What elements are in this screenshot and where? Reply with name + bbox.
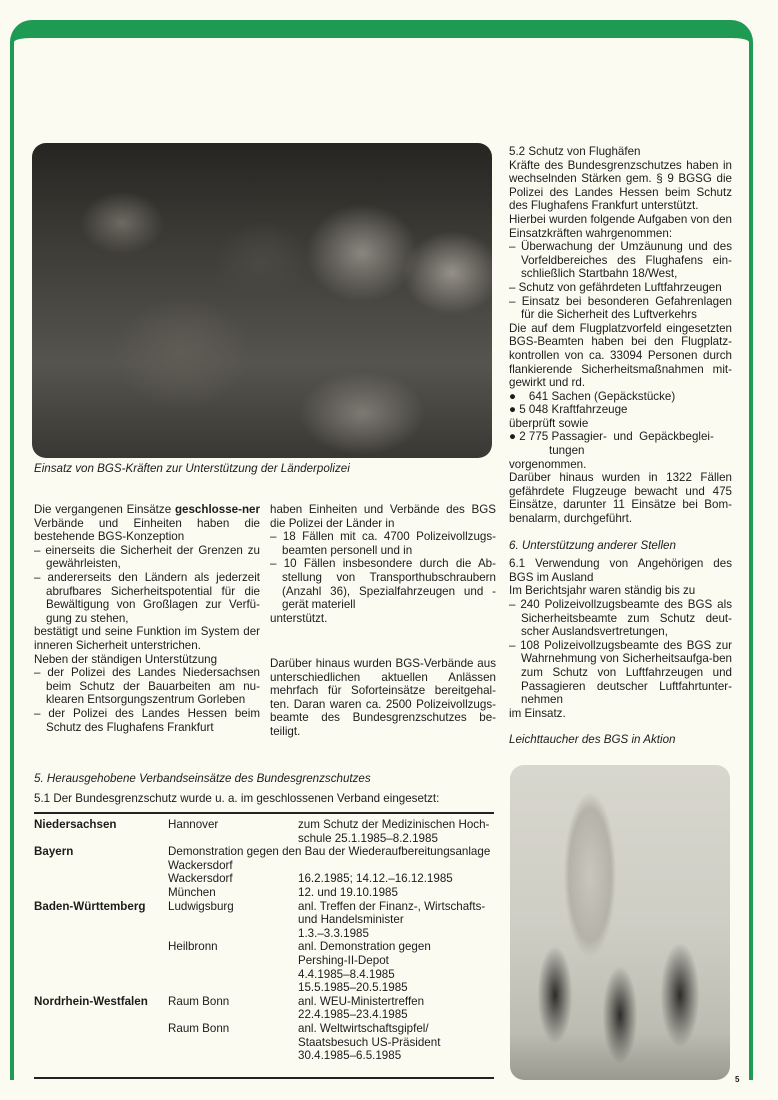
place-cell	[168, 832, 298, 846]
right-dash-3: – Einsatz bei besonderen Gefahrenlagen für die Sicherheit des Luftverkehrs	[509, 294, 732, 322]
left-para-1	[34, 503, 260, 544]
mid-para-3: Darüber hinaus wurden BGS-Verbände aus unterschiedlichen aktuellen Anlässen mehrfach für Soforteinsätze bereitgehal-ten. Daran waren ca. 2500 Polizeivollzugs-beamte des Bundesgrenzschutzes be-teiligt.	[270, 657, 496, 738]
table-row	[34, 818, 494, 832]
place-cell	[168, 1049, 298, 1063]
mid-dash-2: – 10 Fällen insbesondere durch die Ab-stellung von Transporthubschraubern (Anzahl 36), Spezialfahrzeugen und -gerät materiell	[270, 557, 496, 612]
bullet-sachen: ● 641 Sachen (Gepäckstücke)	[509, 389, 676, 403]
place-cell	[168, 913, 298, 927]
detail-cell: 1.3.–3.3.1985	[298, 926, 369, 940]
right-para-3: Die auf dem Flugplatzvorfeld eingesetzten BGS-Beamten haben bei den Flugplatz-kontrollen von ca. 33094 Personen durch flankierende Sicherheitsmaßnahmen mit-gewirkt und rd.	[509, 321, 732, 390]
left-para-3: Neben der ständigen Unterstützung	[34, 652, 218, 666]
place-cell	[168, 954, 298, 968]
state-cell: Bayern	[34, 845, 74, 859]
place-cell	[168, 1036, 298, 1050]
right-dash-1: – Überwachung der Umzäunung und des Vorfeldbereiches des Flughafens ein-schließlich Startbahn 18/West,	[509, 240, 732, 281]
place-cell	[168, 927, 298, 941]
detail-cell: anl. WEU-Ministertreffen	[298, 994, 425, 1008]
right-para-7: Im Berichtsjahr waren ständig bis zu	[509, 584, 696, 598]
divers-photo	[510, 765, 730, 1080]
state-cell	[34, 872, 168, 886]
place-cell: Raum Bonn	[168, 994, 230, 1008]
section-5-1-intro: 5.1 Der Bundesgrenzschutz wurde u. a. im geschlossenen Verband eingesetzt:	[34, 792, 440, 805]
table-row	[34, 859, 494, 873]
table-row	[34, 995, 494, 1009]
state-cell	[34, 1022, 168, 1036]
detail-cell: anl. Weltwirtschaftsgipfel/	[298, 1021, 429, 1035]
detail-cell: anl. Demonstration gegen	[298, 940, 431, 954]
state-cell	[34, 1036, 168, 1050]
detail-cell: 4.4.1985–8.4.1985	[298, 967, 395, 981]
place-cell: Hannover	[168, 818, 219, 831]
crowd-photo-caption: Einsatz von BGS-Kräften zur Unterstützung der Länderpolizei	[34, 462, 350, 475]
place-cell	[168, 981, 298, 995]
detail-cell: Staatsbesuch US-Präsident	[298, 1035, 441, 1049]
right-column	[509, 145, 732, 747]
right-para-8: im Einsatz.	[509, 706, 566, 720]
table-row	[34, 845, 494, 859]
detail-cell: anl. Treffen der Finanz-, Wirtschafts-	[298, 899, 486, 913]
heading-5-2: 5.2 Schutz von Flughäfen	[509, 145, 641, 158]
spanning-cell: Demonstration gegen den Bau der Wiederaufbereitungsanlage	[168, 845, 491, 859]
table-row	[34, 900, 494, 914]
right-para-4: überprüft sowie	[509, 416, 589, 430]
right-para-2: Hierbei wurden folgende Aufgaben von den Einsatzkräften wahrgenommen:	[509, 212, 732, 240]
state-cell	[34, 927, 168, 941]
mid-dash-1: – 18 Fällen mit ca. 4700 Polizeivollzugs-beamten personell und in	[270, 530, 496, 557]
place-cell: Wackersdorf	[168, 858, 233, 872]
crowd-photo	[32, 143, 492, 458]
divers-photo-caption: Leichttaucher des BGS in Aktion	[509, 733, 676, 747]
state-cell	[34, 981, 168, 995]
state-cell	[34, 954, 168, 968]
table-top-rule	[34, 812, 494, 814]
right-para-6: Darüber hinaus wurden in 1322 Fällen gefährdete Flugzeuge bewacht und 475 Einsätze, darunter 11 Einsätze bei Bom-benalarm, durchgeführt.	[509, 471, 732, 526]
left-column	[34, 503, 260, 734]
middle-column	[270, 503, 496, 625]
detail-cell: Pershing-II-Depot	[298, 953, 389, 967]
place-cell: Heilbronn	[168, 940, 218, 954]
place-cell: München	[168, 885, 216, 899]
detail-cell	[298, 859, 494, 873]
page-number: 5	[735, 1075, 740, 1084]
table-row	[34, 832, 494, 846]
place-cell: Wackersdorf	[168, 872, 233, 886]
table-row	[34, 954, 494, 968]
mid-para-2: unterstützt.	[270, 611, 328, 625]
text: Die vergangenen Einsätze	[34, 503, 175, 516]
state-cell	[34, 1008, 168, 1022]
detail-cell: 22.4.1985–23.4.1985	[298, 1008, 408, 1022]
detail-cell: 30.4.1985–6.5.1985	[298, 1049, 402, 1063]
table-row	[34, 913, 494, 927]
table-row	[34, 1022, 494, 1036]
state-cell	[34, 859, 168, 873]
right-dash-4: – 240 Polizeivollzugsbeamte des BGS als Sicherheitsbeamte zum Schutz deut-scher Auslandsvertretungen,	[509, 598, 732, 639]
table-row	[34, 1008, 494, 1022]
left-dash-2: – andererseits den Ländern als jederzeit abrufbares Sicherheitspotential für die Bewältigung von Großlagen zur Verfü-gung zu stehen,	[34, 570, 260, 625]
bold-text: geschlosse-ner	[174, 503, 260, 516]
mid-para-1: haben Einheiten und Verbände des BGS die Polizei der Länder in	[270, 503, 496, 530]
left-para-2: bestätigt und seine Funktion im System der inneren Sicherheit unterstrichen.	[34, 625, 260, 652]
bullet-passagiere: ● 2 775 Passagier- und Gepäckbeglei-	[509, 430, 714, 444]
state-cell	[34, 832, 168, 846]
state-cell	[34, 968, 168, 982]
detail-cell: 16.2.1985; 14.12.–16.12.1985	[298, 872, 453, 886]
bullet-passagiere-cont: tungen	[549, 444, 585, 458]
state-cell	[34, 913, 168, 927]
detail-cell: schule 25.1.1985–8.2.1985	[298, 831, 438, 845]
state-cell	[34, 1049, 168, 1063]
right-dash-2: – Schutz von gefährdeten Luftfahrzeugen	[509, 280, 722, 294]
detail-cell: 15.5.1985–20.5.1985	[298, 981, 408, 995]
heading-6: 6. Unterstützung anderer Stellen	[509, 538, 676, 552]
right-para-5: vorgenommen.	[509, 457, 587, 471]
state-cell: Nordrhein-Westfalen	[34, 994, 148, 1008]
detail-cell: 12. und 19.10.1985	[298, 885, 398, 899]
place-cell: Ludwigsburg	[168, 899, 234, 913]
state-cell	[34, 940, 168, 954]
state-cell: Niedersachsen	[34, 818, 117, 831]
state-cell: Baden-Württemberg	[34, 899, 146, 913]
table-bottom-rule	[34, 1077, 494, 1079]
table-row	[34, 968, 494, 982]
table-row	[34, 872, 494, 886]
right-dash-5: – 108 Polizeivollzugsbeamte des BGS zur Wahrnehmung von Sicherheitsaufga-ben zum Schutz von Luftfahrzeugen und Passagieren deutscher Luftfahrtunter-nehmen	[509, 638, 732, 707]
place-cell: Raum Bonn	[168, 1021, 230, 1035]
left-dash-3: – der Polizei des Landes Niedersachsen beim Schutz der Bauarbeiten am nu-klearen Entsorgungszentrum Gorleben	[34, 666, 260, 707]
operations-table	[34, 818, 494, 1063]
left-dash-1: – einerseits die Sicherheit der Grenzen zu gewährleisten,	[34, 543, 260, 571]
state-cell	[34, 886, 168, 900]
detail-cell: und Handelsminister	[298, 913, 404, 927]
table-row	[34, 1049, 494, 1063]
bullet-kraftfahrzeuge: ● 5 048 Kraftfahrzeuge	[509, 403, 628, 417]
section-5-heading: 5. Herausgehobene Verbandseinsätze des Bundesgrenzschutzes	[34, 772, 371, 785]
detail-cell: zum Schutz der Medizinischen Hoch-	[298, 818, 490, 831]
text: Verbände und Einheiten haben die bestehende BGS-Konzeption	[34, 516, 260, 544]
middle-column-lower	[270, 657, 496, 739]
table-row	[34, 886, 494, 900]
table-row	[34, 1036, 494, 1050]
table-row	[34, 940, 494, 954]
left-dash-4: – der Polizei des Landes Hessen beim Schutz des Flughafens Frankfurt	[34, 706, 260, 734]
right-para-1: Kräfte des Bundesgrenzschutzes haben in wechselnden Stärken gem. § 9 BGSG die Polizei des Landes Hessen beim Schutz des Flughafens Frankfurt unterstützt.	[509, 158, 732, 213]
place-cell	[168, 1008, 298, 1022]
place-cell	[168, 968, 298, 982]
heading-6-1: 6.1 Verwendung von Angehörigen des BGS im Ausland	[509, 557, 732, 584]
table-row	[34, 927, 494, 941]
table-row	[34, 981, 494, 995]
